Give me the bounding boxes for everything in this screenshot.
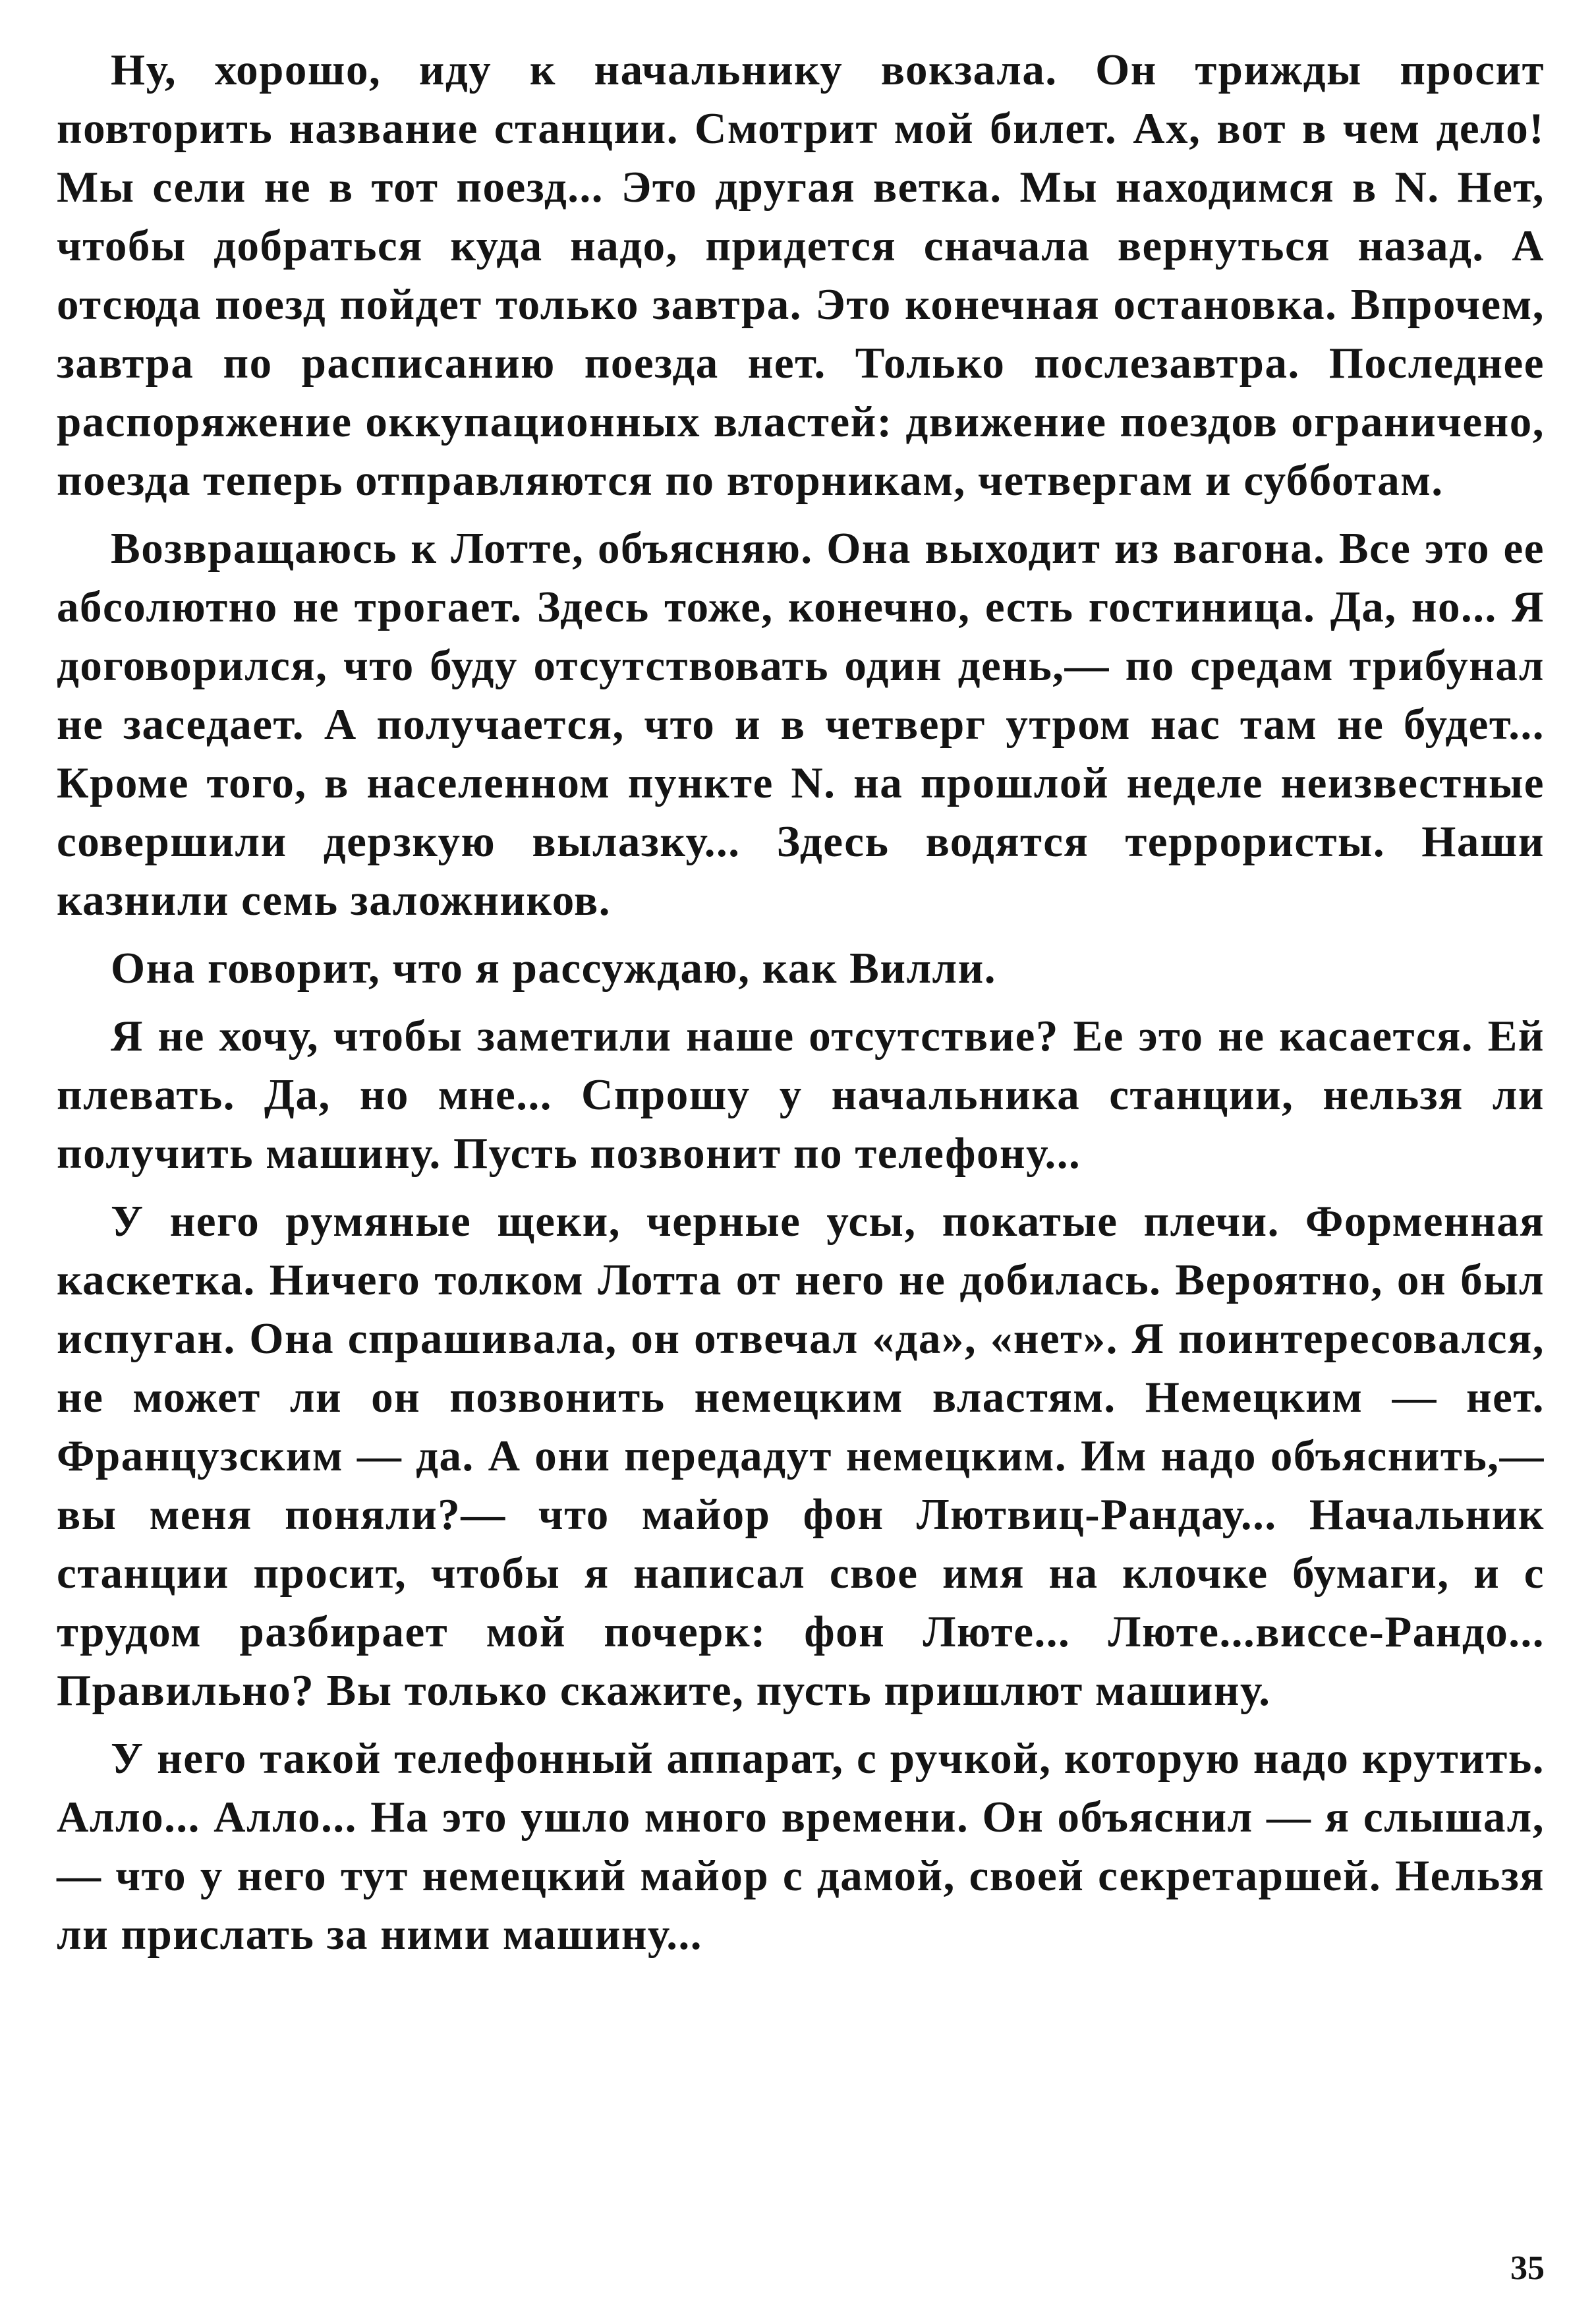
page-number: 35 [1510,2249,1545,2287]
paragraph-5: У него румяные щеки, черные усы, покатые плечи. Форменная каскетка. Ничего толком Лотта от него не добилась. Вероятно, он был испуган. Она спрашивала, он отвечал «да», «нет». Я поинтересовался, не может ли он позвонить немецким властям. Немецким — нет. Французским — да. А они передадут немецким. Им надо объяснить,— вы меня поняли?— что майор фон Лютвиц-Рандау... Начальник станции просит, чтобы я написал свое имя на клочке бумаги, и с трудом разбирает мой почерк: фон Люте... Люте...виссе-Рандо... Правильно? Вы только скажите, пусть пришлют машину. [57,1197,1545,1715]
page-body [57,41,1545,2269]
paragraph-6: У него такой телефонный аппарат, с ручкой, которую надо крутить. Алло... Алло... На это ушло много времени. Он объяснил — я слышал,— что у него тут немецкий майор с дамой, своей секретаршей. Нельзя ли прислать за ними машину... [57,1734,1545,1959]
paragraph-4: Я не хочу, чтобы заметили наше отсутствие? Ее это не касается. Ей плевать. Да, но мне... Спрошу у начальника станции, нельзя ли получить машину. Пусть позвонит по телефону... [57,1012,1545,1178]
paragraph-3: Она говорит, что я рассуждаю, как Вилли. [111,944,996,993]
paragraph-2: Возвращаюсь к Лотте, объясняю. Она выходит из вагона. Все это ее абсолютно не трогает. Здесь тоже, конечно, есть гостиница. Да, но... Я договорился, что буду отсутствовать один день,— по средам трибунал не заседает. А получается, что и в четверг утром нас там не будет... Кроме того, в населенном пункте N. на прошлой неделе неизвестные совершили дерзкую вылазку... Здесь водятся террористы. Наши казнили семь заложников. [57,524,1545,925]
paragraph-1: Ну, хорошо, иду к начальнику вокзала. Он трижды просит повторить название станции. Смотрит мой билет. Ах, вот в чем дело! Мы сели не в тот поезд... Это другая ветка. Мы находимся в N. Нет, чтобы добраться куда надо, придется сначала вернуться назад. А отсюда поезд пойдет только завтра. Это конечная остановка. Впрочем, завтра по расписанию поезда нет. Только послезавтра. Последнее распоряжение оккупационных властей: движение поездов ограничено, поезда теперь отправляются по вторникам, четвергам и субботам. [57,45,1545,505]
